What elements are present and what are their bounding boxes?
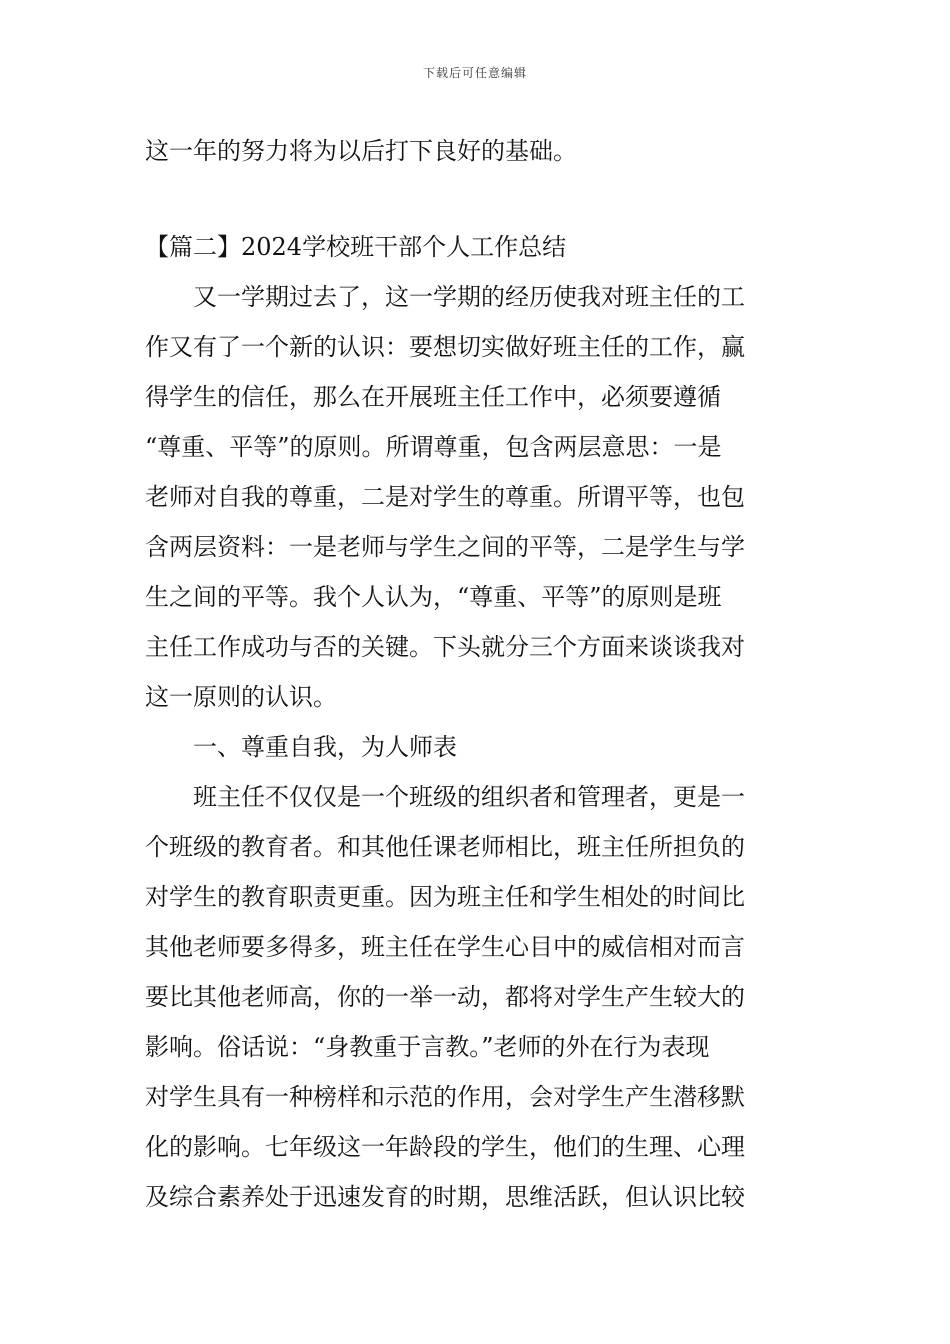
text-line: 这一年的努力将为以后打下良好的基础。 [145,137,577,165]
text-line: 影响。俗话说：“身教重于言教。”老师的外在行为表现 [145,1033,710,1061]
text-line: 及综合素养处于迅速发育的时期，思维活跃，但认识比较 [145,1183,745,1211]
text-line: 化的影响。七年级这一年龄段的学生，他们的生理、心理 [145,1133,745,1161]
text-line: 这一原则的认识。 [145,683,337,711]
text-line: 老师对自我的尊重，二是对学生的尊重。所谓平等，也包 [145,483,745,511]
text-line: 得学生的信任，那么在开展班主任工作中，必须要遵循 [145,383,721,411]
text-line: 要比其他老师高，你的一举一动，都将对学生产生较大的 [145,983,745,1011]
text-line: 对学生的教育职责更重。因为班主任和学生相处的时间比 [145,883,745,911]
text-line: 主任工作成功与否的关键。下头就分三个方面来谈谈我对 [145,633,745,661]
text-line: 班主任不仅仅是一个班级的组织者和管理者，更是一 [145,783,745,811]
text-line: 含两层资料：一是老师与学生之间的平等，二是学生与学 [145,533,745,561]
text-line: 生之间的平等。我个人认为，“尊重、平等”的原则是班 [145,583,722,611]
paragraph-2 [145,772,810,1222]
document-body [145,126,810,1222]
text-line: 作又有了一个新的认识：要想切实做好班主任的工作，赢 [145,333,745,361]
paragraph-1 [145,272,810,722]
text-line: 又一学期过去了，这一学期的经历使我对班主任的工 [145,283,745,311]
paragraph-gap [145,176,810,222]
text-line: “尊重、平等”的原则。所谓尊重，包含两层意思：一是 [145,433,722,461]
page-header-note: 下载后可任意编辑 [422,66,527,80]
text-line: 个班级的教育者。和其他任课老师相比，班主任所担负的 [145,833,745,861]
subsection-heading: 一、尊重自我，为人师表 [145,733,457,761]
text-line: 其他老师要多得多，班主任在学生心目中的威信相对而言 [145,933,745,961]
text-line: 对学生具有一种榜样和示范的作用，会对学生产生潜移默 [145,1083,745,1111]
section-title: 【篇二】2024学校班干部个人工作总结 [145,233,567,261]
